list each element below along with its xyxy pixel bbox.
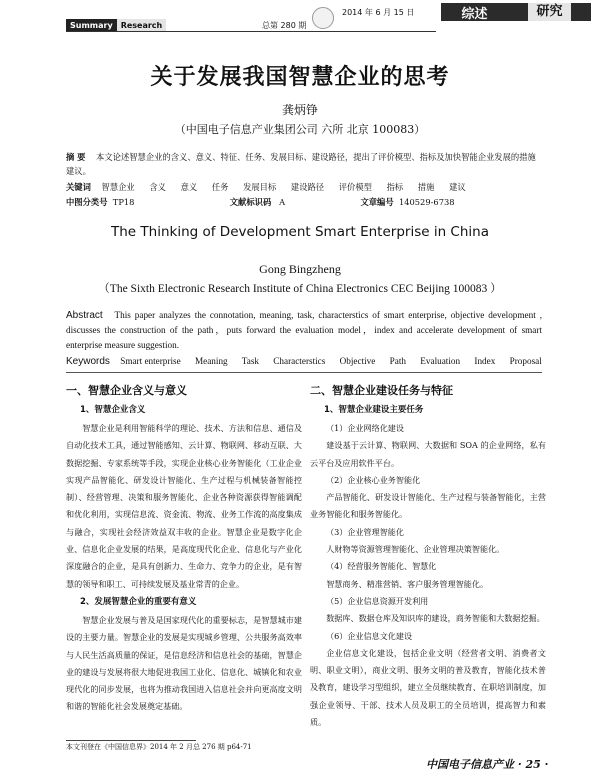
keyword-cn: 评价模型 (338, 182, 372, 192)
subsection-heading: 1、智慧企业含义 (80, 405, 146, 415)
task-body: 智慧商务、精准营销、客户服务管理智能化。 (326, 578, 489, 589)
task-item: （2）企业核心业务智能化 (326, 474, 421, 485)
classification-row (66, 196, 542, 208)
section-heading: 一、智慧企业含义与意义 (66, 384, 187, 397)
task-body: 建设基于云计算、物联网、大数据和 SOA 的企业网络，私有云平台及应用软件平台。 (310, 440, 546, 468)
keyword-en: Index (474, 356, 496, 366)
keyword-cn: 指标 (386, 182, 404, 192)
footnote: 本文刊登在《中国信息界》2014 年 2 月总 276 期 p64-71 (66, 743, 252, 751)
task-body: 企业信息文化建设，包括企业文明（经营者文明、消费者文明、职业文明），商业文明、服务文明的普及教育，智能化技术普及教育，建设学习型组织，建立全员继续教育、在职培训制度，加强企业领导、干部、技术人员及职工的全员培训，提高智力和素质。 (310, 647, 546, 728)
doc-label: 文献标识码 (229, 197, 272, 207)
body-paragraph: 智慧企业发展与普及是国家现代化的重要标志，是智慧城市建设的主要力量。智慧企业的发展是实现城乡管理、公共服务高效率与人民生活高质量的保证，是信息经济和信息社会的基础，智慧企业的建设与发展将很大地促进我国工业化、信息化、城镇化和农业现代化的同步发展，也将为推动我国进入信息社会并向更高度文明和谐的智能化社会发展奠定基础。 (66, 614, 302, 712)
keywords-en (66, 356, 542, 367)
subsection-heading: 1、智慧企业建设主要任务 (324, 405, 424, 415)
task-body: 人财物等资源管理智能化、企业管理决策智能化。 (326, 544, 505, 555)
column-title-left: 综述 (461, 6, 488, 22)
keyword-cn: 含义 (149, 182, 166, 192)
keyword-en: Meaning (194, 356, 228, 366)
subsection-heading: 2、发展智慧企业的重要有意义 (80, 596, 197, 607)
body-paragraph: 智慧企业是利用智能科学的理论、技术、方法和信息、通信及自动化技术工具，通过智能感知、云计算、物联网、移动互联、大数据挖掘、专家系统等手段，实现企业核心业务智能化（工业企业实现产品智能化、研发设计智能化、生产过程与机械装备智能控制）、经营管理、决策和服务智能化、企业各种资源获得智能调配和优化利用，实现信息流、资金流、物流、业务工作流的高度集成与融合，实现社会经济效益双丰收的企业。智慧企业是数字化企业、信息化企业发展的结果，是高度现代化企业、信息化与产业化深度融合的企业，是具有创新力、生命力、竞争力的企业，是有智慧的领导和职工、可持续发展及基业常青的企业。 (66, 423, 302, 589)
column-title (441, 3, 591, 21)
abstract-en-label: Abstract (66, 310, 103, 321)
abstract-cn-text: 本文论述智慧企业的含义、意义、特征、任务、发展目标、建设路径，提出了评价模型、指标及加快智能企业发展的措施建议。 (66, 152, 536, 176)
keyword-cn: 建议 (449, 182, 466, 192)
paper-title-cn: 关于发展我国智慧企业的思考 (150, 65, 450, 90)
section-heading: 二、智慧企业建设任务与特征 (310, 384, 453, 397)
left-column (66, 381, 302, 716)
task-item: （6）企业信息文化建设 (326, 630, 413, 641)
affiliation-cn: （中国电子信息产业集团公司 六所 北京 100083） (174, 123, 426, 136)
author-en: Gong Bingzheng (259, 262, 341, 276)
abstract-cn-label: 摘 要 (66, 152, 86, 162)
keyword-en: Path (389, 356, 406, 366)
page-footer: 中国电子信息产业 · 25 · (426, 758, 549, 771)
keywords-cn-label: 关键词 (66, 182, 91, 192)
section-divider (66, 372, 542, 373)
header-rule (66, 31, 436, 32)
cls-label: 中图分类号 (66, 197, 108, 207)
paper-title-en: The Thinking of Development Smart Enterprise in China (111, 224, 489, 240)
task-body: 数据库、数据仓库及知识库的建设，商务智能和大数据挖掘。 (326, 613, 545, 624)
footnote-rule (66, 740, 196, 741)
article-label: 文章编号 (360, 197, 394, 207)
keyword-en: Smart enterprise (120, 356, 181, 366)
summary-label: Summary (66, 19, 117, 32)
abstract-cn (66, 150, 542, 178)
affiliation-en: （The Sixth Electronic Research Institute of China Electronics CEC Beijing 100083 ） (98, 283, 502, 295)
keywords-en-label: Keywords (66, 356, 110, 367)
task-item: （1）企业网络化建设 (326, 423, 404, 433)
keyword-en: Characterstics (273, 356, 326, 366)
issue-date: 2014 年 6 月 15 日 (342, 8, 415, 17)
keyword-cn: 智慧企业 (101, 182, 135, 192)
task-body: 产品智能化、研发设计智能化、生产过程与装备智能化，主营业务智能化和服务智能化。 (310, 492, 546, 520)
keyword-cn: 意义 (180, 182, 198, 192)
keyword-cn: 建设路径 (290, 182, 325, 192)
task-item: （5）企业信息资源开发利用 (326, 595, 429, 606)
article-value: 140529-6738 (398, 197, 455, 207)
right-column (310, 381, 546, 731)
research-label: Research (117, 19, 167, 32)
task-item: （4）经营服务智能化、智慧化 (326, 561, 437, 572)
keyword-en: Evaluation (420, 356, 461, 366)
keyword-cn: 任务 (211, 182, 229, 192)
keyword-en: Proposal (509, 356, 542, 366)
author-cn: 龚炳铮 (281, 103, 318, 117)
abstract-en (66, 308, 542, 353)
cls-value: TP18 (112, 197, 135, 207)
keyword-en: Objective (339, 356, 376, 366)
task-item: （3）企业管理智能化 (326, 526, 404, 537)
keyword-cn: 发展目标 (243, 182, 277, 192)
keywords-cn (66, 181, 542, 193)
abstract-en-text: This paper analyzes the connotation, meaning, task, characterstics of smart enterprise, objective development , discusses the construction of the path，puts forward the evaluation model，index and accelerate development of smart enterprise measure suggestion. (66, 310, 542, 350)
column-title-right: 研究 (528, 3, 570, 21)
issue-number: 总第 280 期 (262, 21, 307, 30)
decorative-circle-icon (312, 7, 334, 29)
keyword-cn: 措施 (417, 182, 435, 192)
keyword-en: Task (241, 356, 259, 366)
doc-value: A (279, 197, 286, 207)
